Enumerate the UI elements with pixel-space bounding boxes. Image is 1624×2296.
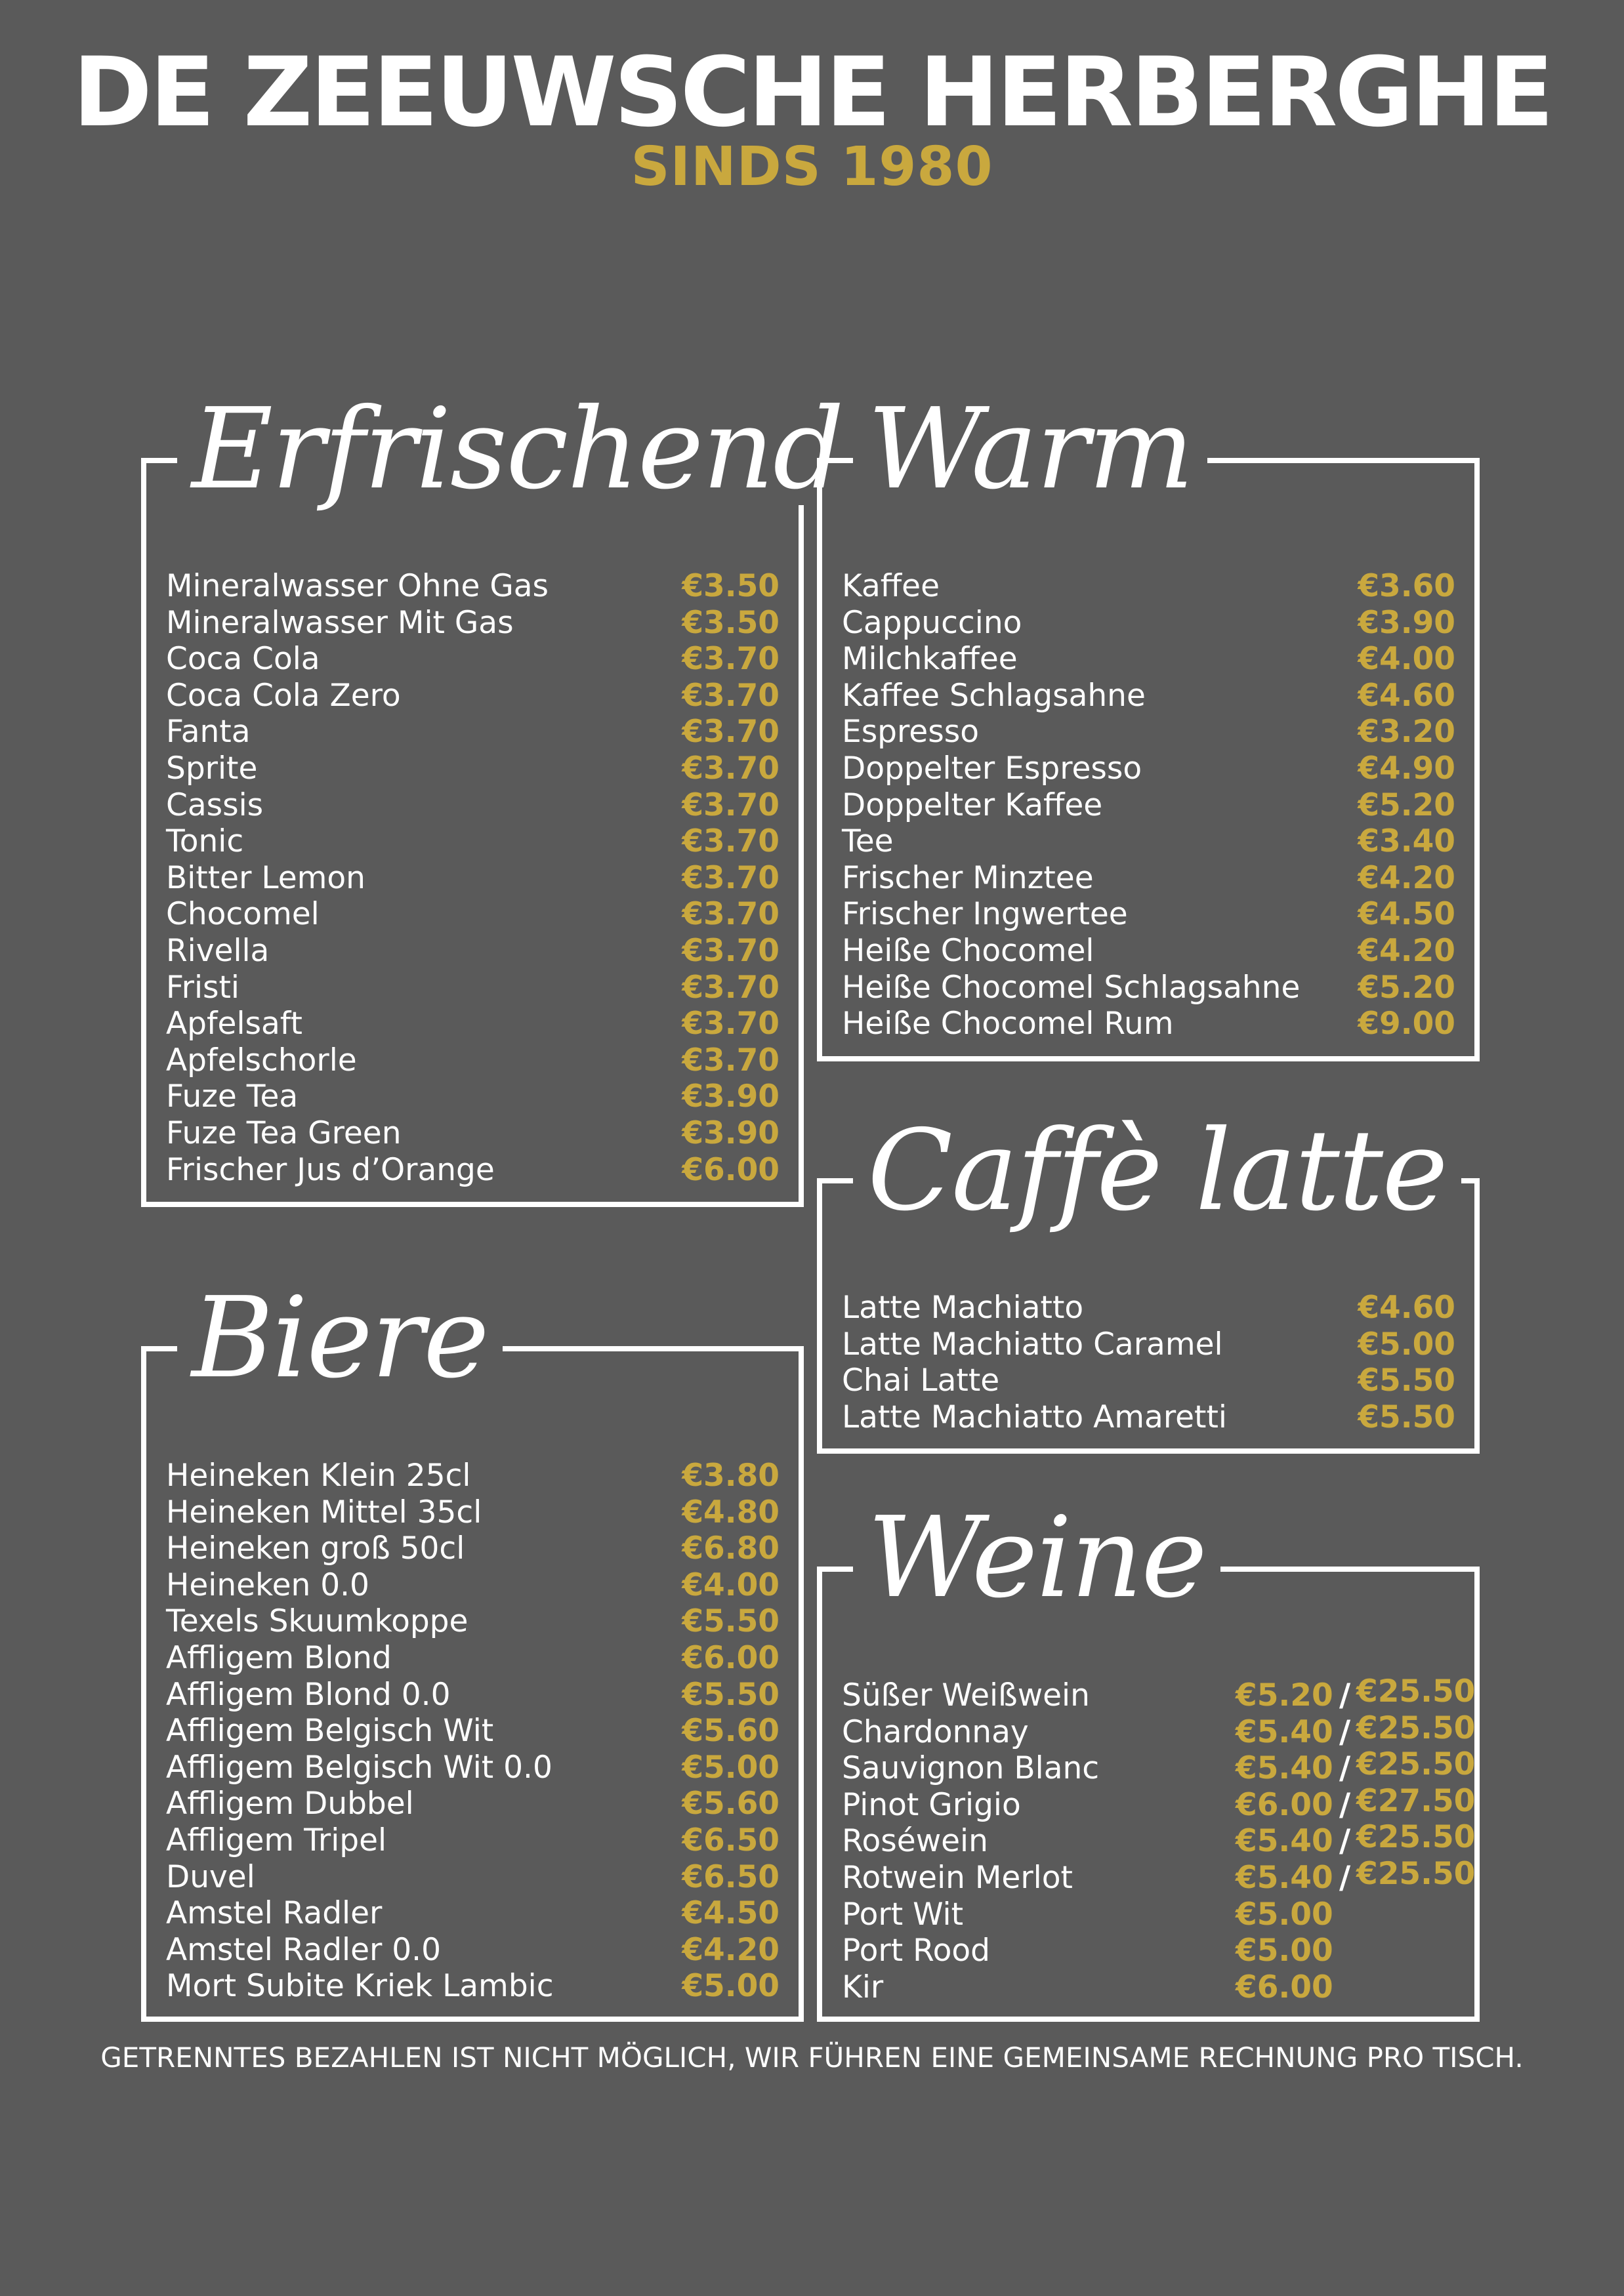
item-name: Fuze Tea Green — [166, 1115, 402, 1151]
item-name: Cassis — [166, 787, 264, 823]
item-name: Sauvignon Blanc — [842, 1750, 1100, 1787]
price-separator: / — [1339, 1823, 1351, 1860]
item-price: €3.70 — [682, 859, 780, 896]
item-name: Bitter Lemon — [166, 859, 365, 896]
item-price: €4.50 — [682, 1895, 780, 1932]
menu-item — [166, 823, 780, 860]
item-name: Espresso — [842, 714, 979, 750]
price-separator: / — [1339, 1677, 1351, 1713]
menu-item — [166, 1895, 780, 1932]
weine-heading: Weine — [853, 1502, 1220, 1614]
price-separator: / — [1339, 1859, 1351, 1896]
item-price: €5.00 — [682, 1968, 780, 2005]
menu-item — [166, 714, 780, 750]
item-price: €4.20 — [682, 1931, 780, 1968]
menu-item — [166, 1640, 780, 1677]
item-name: Rivella — [166, 932, 270, 969]
menu-item — [166, 1530, 780, 1567]
warm-heading: Warm — [853, 394, 1207, 505]
menu-item — [842, 605, 1455, 642]
caffe-latte-list — [842, 1290, 1455, 1435]
item-price: €3.90 — [1358, 604, 1455, 641]
item-name: Frischer Jus d’Orange — [166, 1151, 495, 1188]
item-price: €4.60 — [1358, 1290, 1455, 1326]
item-price: €4.90 — [1358, 750, 1455, 787]
item-price-glass: €5.20 — [1236, 1677, 1333, 1713]
restaurant-subtitle: SINDS 1980 — [631, 136, 993, 198]
item-name: Heineken groß 50cl — [166, 1530, 465, 1567]
item-name: Sprite — [166, 750, 258, 787]
menu-item — [842, 714, 1455, 750]
menu-item — [842, 1819, 1476, 1860]
menu-item — [166, 1750, 780, 1786]
item-name: Tonic — [166, 823, 244, 860]
item-name: Apfelschorle — [166, 1042, 357, 1078]
menu-item — [166, 678, 780, 714]
item-price-bottle: €25.50 — [1356, 1710, 1476, 1746]
item-name: Heiße Chocomel Rum — [842, 1006, 1174, 1042]
item-name: Affligem Belgisch Wit — [166, 1713, 494, 1750]
menu-item — [166, 860, 780, 897]
item-price: €3.50 — [682, 568, 780, 604]
menu-item — [166, 1458, 780, 1494]
item-name: Kaffee — [842, 568, 940, 604]
warm-list — [842, 568, 1455, 1042]
item-price-bottle: €25.50 — [1356, 1673, 1476, 1710]
item-price: €5.50 — [682, 1603, 780, 1640]
item-name: Fanta — [166, 714, 251, 750]
item-price-glass: €5.40 — [1236, 1859, 1333, 1896]
weine-list — [842, 1673, 1476, 2005]
item-price: €3.70 — [682, 896, 780, 933]
menu-item — [166, 1786, 780, 1822]
menu-item — [166, 750, 780, 787]
restaurant-title: DE ZEEUWSCHE HERBERGHE — [72, 37, 1552, 148]
item-price: €3.70 — [682, 641, 780, 678]
item-price: €5.60 — [682, 1713, 780, 1750]
item-name: Doppelter Kaffee — [842, 787, 1103, 823]
item-name: Mineralwasser Mit Gas — [166, 604, 514, 641]
item-price: €4.00 — [682, 1567, 780, 1603]
menu-item — [166, 1677, 780, 1713]
item-price: €3.70 — [682, 969, 780, 1006]
menu-item — [166, 1603, 780, 1640]
item-price-glass: €5.40 — [1236, 1713, 1333, 1750]
item-name: Cappuccino — [842, 604, 1022, 641]
price-separator: / — [1339, 1750, 1351, 1787]
menu-item — [842, 1710, 1476, 1751]
erfrischend-list — [166, 568, 780, 1188]
item-price: €6.50 — [682, 1858, 780, 1895]
item-name: Fristi — [166, 969, 239, 1006]
item-price-glass: €5.40 — [1236, 1750, 1333, 1787]
item-name: Duvel — [166, 1858, 255, 1895]
item-price: €5.50 — [1358, 1399, 1455, 1435]
menu-item — [842, 1290, 1455, 1326]
item-price: €4.00 — [1358, 641, 1455, 678]
item-name: Port Wit — [842, 1896, 964, 1933]
item-price: €3.70 — [682, 787, 780, 823]
item-name: Latte Machiatto Caramel — [842, 1326, 1223, 1363]
menu-item — [842, 750, 1455, 787]
item-name: Coca Cola Zero — [166, 677, 401, 714]
menu-item — [842, 1933, 1455, 1969]
item-name: Kaffee Schlagsahne — [842, 677, 1146, 714]
menu-item — [842, 860, 1455, 897]
price-separator: / — [1339, 1786, 1351, 1823]
item-price: €3.70 — [682, 677, 780, 714]
item-price: €6.80 — [682, 1530, 780, 1567]
item-price-bottle: €25.50 — [1356, 1855, 1476, 1892]
item-name: Frischer Minztee — [842, 859, 1094, 896]
menu-item — [842, 1969, 1455, 2006]
item-name: Latte Machiatto Amaretti — [842, 1399, 1227, 1435]
menu-item — [842, 1782, 1476, 1824]
item-name: Coca Cola — [166, 641, 320, 678]
item-price: €5.00 — [1358, 1326, 1455, 1363]
item-price: €3.50 — [682, 604, 780, 641]
item-price: €3.70 — [682, 932, 780, 969]
item-name: Mineralwasser Ohne Gas — [166, 568, 549, 604]
item-name: Chai Latte — [842, 1363, 1000, 1399]
item-price: €3.70 — [682, 1042, 780, 1078]
menu-item — [166, 605, 780, 642]
item-name: Chocomel — [166, 896, 320, 933]
menu-item — [166, 1859, 780, 1896]
item-price: €5.60 — [682, 1786, 780, 1822]
item-price-bottle: €27.50 — [1356, 1782, 1476, 1819]
menu-item — [166, 1968, 780, 2005]
item-price-bottle: €25.50 — [1356, 1819, 1476, 1856]
menu-item — [166, 970, 780, 1006]
item-name: Pinot Grigio — [842, 1786, 1021, 1823]
item-price: €5.50 — [682, 1676, 780, 1713]
item-price: €3.60 — [1358, 568, 1455, 604]
menu-item — [166, 933, 780, 970]
menu-item — [842, 1006, 1455, 1042]
item-price: €3.70 — [682, 750, 780, 787]
item-price: €4.50 — [1358, 896, 1455, 933]
item-price: €6.50 — [682, 1822, 780, 1858]
menu-item — [166, 1115, 780, 1152]
item-price-glass: €6.00 — [1236, 1969, 1333, 2005]
menu-item — [166, 787, 780, 824]
item-name: Tee — [842, 823, 894, 860]
item-name: Amstel Radler 0.0 — [166, 1931, 442, 1968]
item-price: €3.20 — [1358, 714, 1455, 750]
menu-item — [166, 1006, 780, 1042]
item-name: Affligem Blond 0.0 — [166, 1676, 451, 1713]
menu-item — [166, 1932, 780, 1969]
price-separator: / — [1339, 1713, 1351, 1750]
item-name: Milchkaffee — [842, 641, 1018, 678]
menu-item — [842, 1363, 1455, 1399]
menu-item — [842, 823, 1455, 860]
item-name: Latte Machiatto — [842, 1290, 1084, 1326]
item-price: €5.20 — [1358, 787, 1455, 823]
menu-item — [842, 1855, 1476, 1896]
item-name: Affligem Belgisch Wit 0.0 — [166, 1749, 552, 1786]
item-price: €4.20 — [1358, 859, 1455, 896]
item-price: €3.40 — [1358, 823, 1455, 860]
item-name: Heineken Mittel 35cl — [166, 1494, 482, 1530]
item-price: €5.00 — [682, 1749, 780, 1786]
menu-item — [166, 1822, 780, 1859]
item-name: Apfelsaft — [166, 1006, 302, 1042]
item-price: €9.00 — [1358, 1006, 1455, 1042]
menu-item — [842, 933, 1455, 970]
payment-notice: GETRENNTES BEZAHLEN IST NICHT MÖGLICH, WIR FÜHREN EINE GEMEINSAME RECHNUNG PRO TISCH. — [100, 2041, 1524, 2074]
item-name: Affligem Dubbel — [166, 1786, 414, 1822]
biere-list — [166, 1458, 780, 2005]
item-name: Mort Subite Kriek Lambic — [166, 1968, 554, 2005]
item-price-bottle: €25.50 — [1356, 1746, 1476, 1783]
menu-item — [842, 787, 1455, 824]
item-name: Roséwein — [842, 1823, 988, 1860]
menu-item — [842, 970, 1455, 1006]
biere-heading: Biere — [177, 1282, 503, 1394]
item-name: Fuze Tea — [166, 1078, 299, 1115]
caffe-latte-heading: Caffè latte — [853, 1115, 1461, 1227]
item-price: €4.80 — [682, 1494, 780, 1530]
item-name: Doppelter Espresso — [842, 750, 1142, 787]
menu-item — [842, 1746, 1476, 1787]
item-name: Amstel Radler — [166, 1895, 383, 1932]
item-name: Süßer Weißwein — [842, 1677, 1090, 1713]
menu-item — [166, 1152, 780, 1189]
item-price: €3.90 — [682, 1078, 780, 1115]
menu-item — [842, 1399, 1455, 1436]
item-price: €6.00 — [682, 1151, 780, 1188]
item-name: Kir — [842, 1969, 884, 2005]
item-name: Affligem Tripel — [166, 1822, 387, 1858]
item-name: Heiße Chocomel Schlagsahne — [842, 969, 1301, 1006]
erfrischend-heading: Erfrischend — [177, 394, 858, 505]
item-price: €3.70 — [682, 714, 780, 750]
item-name: Heineken Klein 25cl — [166, 1458, 471, 1494]
item-price: €3.70 — [682, 823, 780, 860]
item-price: €3.80 — [682, 1458, 780, 1494]
item-price: €4.60 — [1358, 677, 1455, 714]
item-price-glass: €6.00 — [1236, 1786, 1333, 1823]
item-price: €5.20 — [1358, 969, 1455, 1006]
item-name: Rotwein Merlot — [842, 1859, 1073, 1896]
item-name: Heineken 0.0 — [166, 1567, 369, 1603]
menu-item — [166, 1078, 780, 1115]
menu-item — [166, 1567, 780, 1604]
menu-item — [842, 896, 1455, 933]
menu-item — [166, 641, 780, 678]
menu-item — [842, 568, 1455, 605]
item-name: Heiße Chocomel — [842, 932, 1094, 969]
item-price-glass: €5.40 — [1236, 1823, 1333, 1860]
menu-item — [166, 1042, 780, 1079]
menu-item — [166, 1494, 780, 1531]
menu-item — [842, 678, 1455, 714]
item-name: Port Rood — [842, 1933, 991, 1969]
item-price: €3.70 — [682, 1006, 780, 1042]
item-price: €6.00 — [682, 1639, 780, 1676]
item-name: Affligem Blond — [166, 1639, 392, 1676]
item-price: €3.90 — [682, 1115, 780, 1151]
item-price: €4.20 — [1358, 932, 1455, 969]
menu-item — [842, 1896, 1455, 1933]
menu-item — [166, 896, 780, 933]
item-price-glass: €5.00 — [1236, 1896, 1333, 1933]
menu-item — [166, 1713, 780, 1750]
item-price: €5.50 — [1358, 1363, 1455, 1399]
item-price-glass: €5.00 — [1236, 1933, 1333, 1969]
item-name: Frischer Ingwertee — [842, 896, 1128, 933]
menu-item — [166, 568, 780, 605]
menu-item — [842, 1326, 1455, 1363]
menu-item — [842, 1673, 1476, 1714]
item-name: Chardonnay — [842, 1713, 1029, 1750]
menu-item — [842, 641, 1455, 678]
item-name: Texels Skuumkoppe — [166, 1603, 468, 1640]
